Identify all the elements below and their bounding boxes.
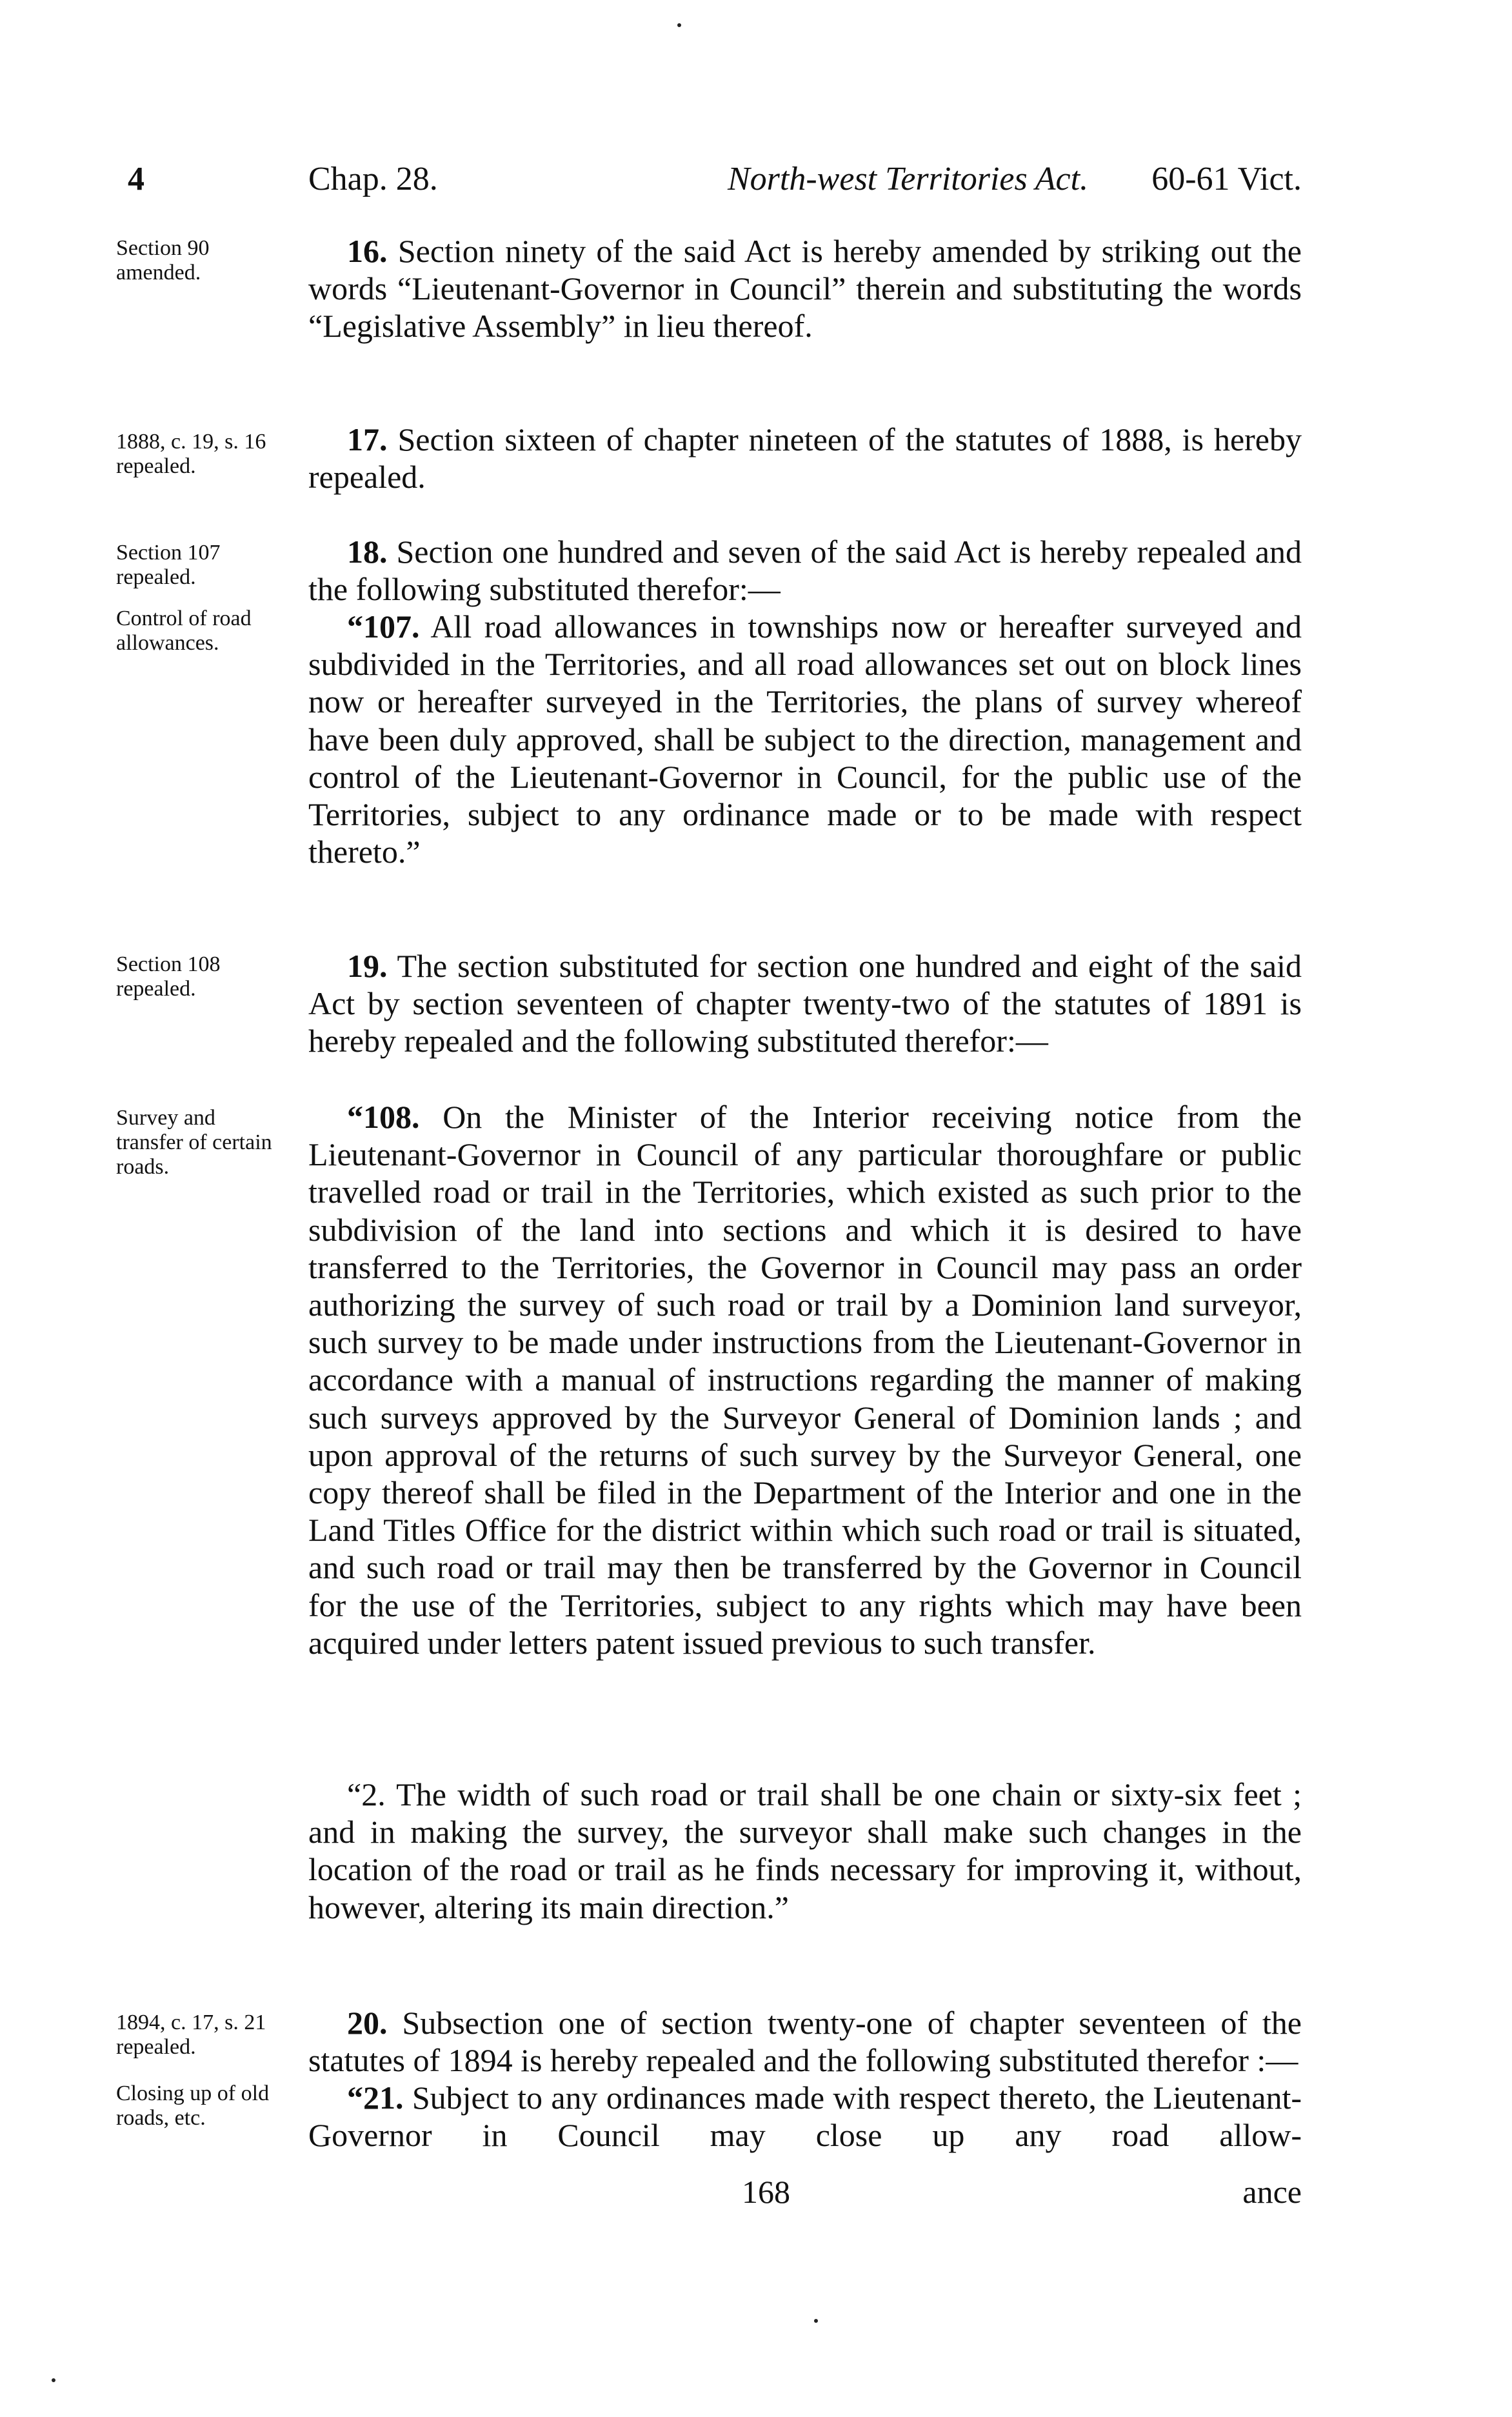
subsection-text: The width of such road or trail shall be one chain or sixty-six feet ; and in making the survey, the surveyor shall make such changes in the location of the road or trail as he finds necessary for improving it, without, however, altering its main direction.” [308,1776,1302,1925]
section-text: All road allowances in townships now or hereafter surveyed and subdivided in the Territories, and all road allowances set out on block lines now or hereafter surveyed in the Territories, the plans of survey whereof have been duly approved, shall be subject to the direction, management and control of the Lieutenant-Governor in Council, for the public use of the Territories, subject to any ordinance made or to be made with respect thereto.” [308,608,1302,870]
substituted-section-107 [308,608,1302,870]
subsection-number: “2. [347,1776,386,1812]
substituted-section-108 [308,1098,1302,1661]
section-text: Section one hundred and seven of the said Act is hereby repealed and the following substituted therefor:— [308,534,1302,608]
section-number: 19. [347,948,388,984]
section-text: Subsection one of section twenty-one of chapter seventeen of the statutes of 1894 is hereby repealed and the following substituted therefor :— [308,2005,1302,2079]
section-number: “21. [347,2080,404,2116]
chapter-label: Chap. 28. [308,161,438,197]
margin-note: Survey and transfer of certain roads. [116,1106,272,1179]
section-text: Section ninety of the said Act is hereby amended by striking out the words “Lieutenant-Governor in Council” therein and substituting the words “Legislative Assembly” in lieu thereof. [308,233,1302,345]
section-number: 16. [347,233,388,269]
margin-note: Section 107 repealed. [116,541,221,589]
act-title: North-west Territories Act. [728,161,1089,197]
margin-note: 1888, c. 19, s. 16 repealed. [116,430,266,478]
section-text: Section sixteen of chapter nineteen of the statutes of 1888, is hereby repealed. [308,421,1302,496]
section-number: “107. [347,608,420,645]
scan-speck [677,23,681,27]
margin-note: Section 108 repealed. [116,952,221,1001]
page-number: 4 [128,161,144,197]
section-text: On the Minister of the Interior receiving notice from the Lieutenant-Governor in Council of any particular thoroughfare or public travelled road or trail in the Territories, which existed as such prior to the subdivision of the land into sections and which it is desired to have transferred to the Territories, the Governor in Council may pass an order authorizing the survey of such road or trail by a Dominion land surveyor, such survey to be made under instructions from the Lieutenant-Governor in accordance with a manual of instructions regarding the manner of making such surveys approved by the Surveyor General of Dominion lands ; and upon approval of the returns of such survey by the Surveyor General, one copy thereof shall be filed in the Department of the Interior and one in the Land Titles Office for the district within which such road or trail is situated, and such road or trail may then be transferred by the Governor in Council for the use of the Territories, subject to any rights which may have been acquired under letters patent issued previous to such transfer. [308,1099,1302,1661]
scan-speck [52,2378,55,2382]
scan-speck [814,2319,818,2323]
subsection-2 [308,1776,1302,1926]
printer-signature: 168 [742,2174,790,2210]
margin-note: Section 90 amended. [116,236,210,285]
section-number: “108. [347,1099,420,1135]
catchword: ance [1242,2174,1302,2210]
margin-note: Closing up of old roads, etc. [116,2081,270,2130]
section-number: 17. [347,421,388,457]
section-20 [308,2004,1302,2079]
section-18 [308,533,1302,608]
running-header [128,160,1302,205]
section-16 [308,232,1302,345]
section-text: Subject to any ordinances made with respect thereto, the Lieutenant-Governor in Council may close up any road allow- [308,2080,1302,2154]
margin-note: Control of road allowances. [116,607,252,655]
section-text: The section substituted for section one hundred and eight of the said Act by section seventeen of chapter twenty-two of the statutes of 1891 is hereby repealed and the following substituted therefor:— [308,948,1302,1059]
section-17 [308,421,1302,496]
section-number: 18. [347,534,388,570]
regnal-year: 60-61 Vict. [1151,161,1302,197]
section-19 [308,947,1302,1060]
margin-note: 1894, c. 17, s. 21 repealed. [116,2011,266,2059]
substituted-section-21 [308,2079,1302,2154]
section-number: 20. [347,2005,388,2041]
